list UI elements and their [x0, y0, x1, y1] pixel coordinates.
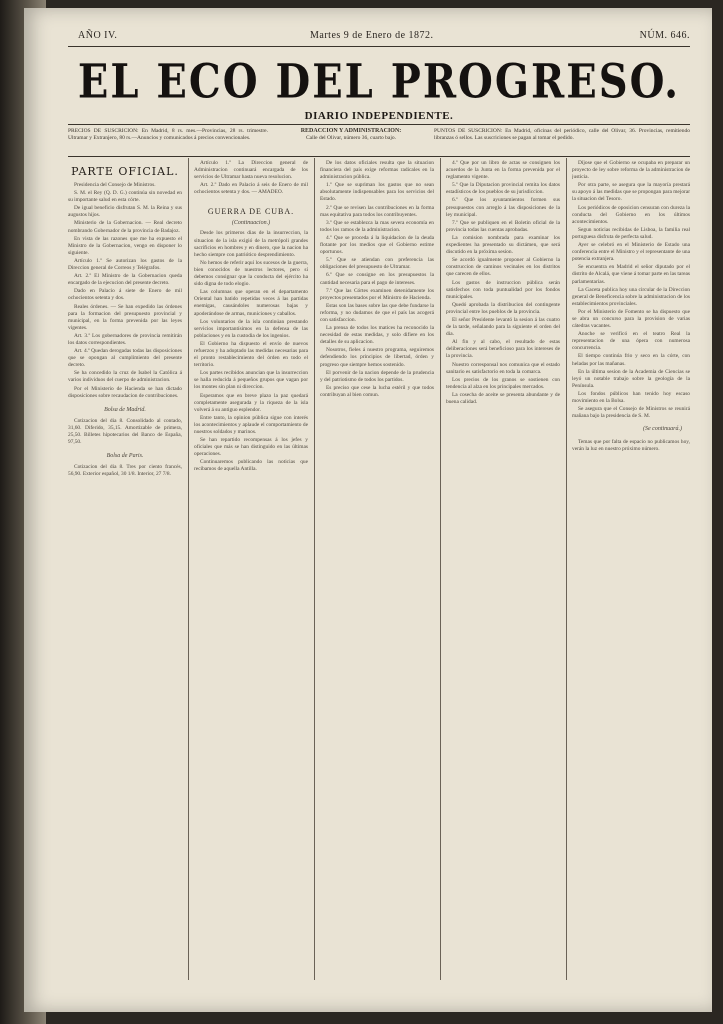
column-1	[68, 160, 182, 980]
newspaper-subtitle: DIARIO INDEPENDIENTE.	[304, 110, 454, 122]
info-office-address: Calle del Olivar, número 36, cuarto bajo.	[305, 135, 397, 141]
col4-paragraph: 7.º Que se publiquen en el Boletin oficial de la provincia todas las cuentas aprobadas.	[446, 219, 560, 233]
col3-paragraph: 6.º Que se consigne en los presupuestos la cantidad necesaria para el pago de intereses.	[320, 272, 434, 286]
newspaper-page	[24, 8, 712, 1012]
col5-paragraph: La Gaceta publica hoy una circular de la Direccion general de Beneficencia sobre la administracion de los establecimientos provinciales.	[572, 286, 690, 307]
col1-paragraph: Art. 4.º Quedan derogadas todas las disposiciones que se opongan al cumplimiento del presente decreto.	[68, 348, 182, 369]
info-rule	[68, 156, 690, 157]
section-text: Cotizacion del dia 8. Consolidado al contado, 31,60. Diferido, 35,15. Amortizable de primera, 25,50. Billetes hipotecarios del Banco de España, 97,50.	[68, 417, 182, 445]
date-label: Martes 9 de Enero de 1872.	[310, 30, 434, 41]
col5-paragraph: Ayer se celebró en el Ministerio de Estado una conferencia entre el Ministro y el representante de una potencia extranjera.	[572, 242, 690, 263]
col4-paragraph: 5.º Que la Diputacion provincial remita los datos estadísticos de los pueblos de su jurisdiccion.	[446, 182, 560, 196]
col5-paragraph: Se encuentra en Madrid el señor diputado por el distrito de Alcalá, que viene á tomar parte en las tareas parlamentarias.	[572, 264, 690, 285]
year-label: AÑO IV.	[78, 30, 118, 41]
col1-paragraph: Se ha concedido la cruz de Isabel la Católica á varios individuos del cuerpo de administracion.	[68, 370, 182, 384]
col1-paragraph: S. M. el Rey (Q. D. G.) continúa sin novedad en su importante salud en esta córte.	[68, 190, 182, 204]
top-rule	[68, 46, 690, 47]
col1-paragraph: Reales órdenes. — Se han expedido las órdenes para la formacion del presupuesto provincial y municipal, en la forma prevenida por las leyes vigentes.	[68, 303, 182, 331]
col4-paragraph: El señor Presidente levantó la sesion á las cuatro de la tarde, señalando para la siguiente el orden del dia.	[446, 316, 560, 338]
section-title: Bolsa de Paris.	[106, 453, 144, 460]
col5-paragraph: Por otra parte, se asegura que la mayoría prestará su apoyo á las medidas que se propongan para mejorar la situacion del Tesoro.	[572, 182, 690, 203]
col2-paragraph: Esperamos que en breve plazo la paz quedará completamente asegurada y la riqueza de la isla volverá á su antiguo esplendor.	[194, 392, 308, 413]
col5-paragraph: En la última sesion de la Academia de Ciencias se leyó un notable trabajo sobre la geología de la Península.	[572, 368, 690, 389]
col2-paragraph: Los voluntarios de la isla continúan prestando servicios importantísimos en la defensa de las poblaciones y en la custodia de los ingenios.	[194, 318, 308, 339]
col1-paragraph: En vista de las razones que me ha expuesto el Ministro de la Gobernacion, vengo en disponer lo siguiente.	[68, 235, 182, 256]
continuacion-subheading: (Continuacion.)	[231, 220, 271, 227]
col5-paragraph: Se asegura que el Consejo de Ministros se reunirá mañana bajo la presidencia de S. M.	[572, 406, 690, 420]
col2-paragraph: Los partes recibidos anuncian que la insurreccion se halla reducida á pequeños grupos que vagan por los montes sin plan ni direccion.	[194, 370, 308, 391]
col3-paragraph: 2.º Que se revisen las contribuciones en la forma mas equitativa para todos los contribuyentes.	[320, 204, 434, 218]
col4-paragraph: 6.º Que los ayuntamientos formen sus presupuestos con arreglo á las disposiciones de la ley municipal.	[446, 197, 560, 218]
col4-paragraph: Quedó aprobada la distribucion del contingente provincial entre los pueblos de la provincia.	[446, 301, 560, 315]
col4-paragraph: Se acordó igualmente proponer al Gobierno la construccion de caminos vecinales en los distritos que carecen de ellos.	[446, 257, 560, 278]
section-text: Cotizacion del dia 8. Tres por ciento francés, 56,90. Exterior español, 30 1/8. Interior, 27 7/8.	[68, 464, 182, 478]
column-2	[194, 160, 308, 980]
col3-paragraph: 4.º Que se proceda á la liquidacion de la deuda flotante por los medios que el Gobierno estime oportunos.	[320, 234, 434, 256]
col2-paragraph: No hemos de referir aquí los sucesos de la guerra, bien conocidos de nuestros lectores, pero sí debemos consignar que la conducta del ejército ha sido digna de todo elogio.	[194, 259, 308, 288]
col1-paragraph: Artículo 1.º Se autorizan los gastos de la Direccion general de Correos y Telégrafos.	[68, 257, 182, 272]
col4-paragraph: Los precios de los granos se sostienen con tendencia al alza en los principales mercados.	[446, 376, 560, 390]
col2-paragraph: Artículo 1.º La Direccion general de Administracion continuará encargada de los servicios de Ultramar hasta nueva resolucion.	[194, 160, 308, 181]
col3-paragraph: Estas son las bases sobre las que debe fundarse la reforma, y no dudamos de que el país las acogerá con satisfaccion.	[320, 302, 434, 323]
col2-paragraph: Las columnas que operan en el departamento Oriental han batido repetidas veces á las partidas enemigas, causándoles numerosas bajas y apoderándose de armas, municiones y caballos.	[194, 289, 308, 317]
info-prices: PRECIOS DE SUSCRICION: En Madrid, 8 rs. mes.—Provincias, 28 rs. trimestre. Ultramar y Extranjero, 80 rs.—Anuncios y comunicados á precios convencionales.	[68, 128, 268, 141]
col1-paragraph: Dado en Palacio á siete de Enero de mil ochocientos setenta y dos.	[68, 288, 182, 302]
col1-paragraph: Art. 3.º Los gobernadores de provincia remitirán los datos correspondientes.	[68, 332, 182, 346]
column-divider	[566, 158, 567, 980]
col3-paragraph: Nosotros, fieles á nuestro programa, seguiremos defendiendo los principios de libertad, órden y progreso que siempre hemos sostenido.	[320, 347, 434, 368]
col1-paragraph: Ministerio de la Gobernacion. — Real decreto nombrando Gobernador de la provincia de Badajoz.	[68, 220, 182, 234]
subtitle-rule	[68, 124, 690, 125]
column-4	[446, 160, 560, 980]
info-office-heading: REDACCION Y ADMINISTRACION:	[300, 128, 402, 134]
col2-paragraph: Art. 2.º Dado en Palacio á seis de Enero de mil ochocientos setenta y dos. — AMADEO.	[194, 182, 308, 196]
col4-paragraph: La cosecha de aceite se presenta abundante y de buena calidad.	[446, 391, 560, 405]
col5-paragraph: Por el Ministerio de Fomento se ha dispuesto que se abra un concurso para la provision de varias cátedras vacantes.	[572, 308, 690, 330]
col1-paragraph: De igual beneficio disfrutan S. M. la Reina y sus augustos hijos.	[68, 205, 182, 219]
column-divider	[188, 158, 189, 980]
col3-paragraph: 5.º Que se atiendan con preferencia las obligaciones del presupuesto de Ultramar.	[320, 257, 434, 271]
col5-paragraph: Los fondos públicos han tenido hoy escaso movimiento en la Bolsa.	[572, 390, 690, 404]
col4-paragraph: Los gastos de instruccion pública serán satisfechos con toda puntualidad por los fondos municipales.	[446, 279, 560, 300]
col3-paragraph: La prensa de todos los matices ha reconocido la necesidad de estas medidas, y solo difiere en los detalles de su aplicacion.	[320, 325, 434, 346]
col1-paragraph: Presidencia del Consejo de Ministros.	[74, 182, 156, 188]
continuation-note: (Se continuará.)	[643, 426, 682, 433]
col2-paragraph: Continuaremos publicando las noticias que recibamos de aquella Antilla.	[194, 459, 308, 473]
column-divider	[440, 158, 441, 980]
col4-paragraph: 4.º Que por un libro de actas se consignen los acuerdos de la Junta en la forma prevenida por el reglamento vigente.	[446, 160, 560, 181]
masthead-line	[70, 30, 690, 46]
guerra-de-cuba-heading: GUERRA DE CUBA.	[207, 207, 295, 217]
col3-paragraph: El porvenir de la nacion depende de la prudencia y del patriotismo de todos los partidos.	[320, 369, 434, 383]
col1-paragraph: Art. 2.º El Ministro de la Gobernacion queda encargado de la ejecucion del presente decreto.	[68, 273, 182, 287]
col2-paragraph: Desde los primeros dias de la insurreccion, la situacion de la isla exigió de la metrópoli grandes sacrificios en hombres y en dinero, que la nacion ha hecho siempre con patriótico desprendimiento.	[194, 230, 308, 258]
col3-paragraph: De los datos oficiales resulta que la situacion financiera del país exige reformas radicales en la administracion pública.	[320, 160, 434, 181]
col5-paragraph: El tiempo continúa frio y seco en la córte, con heladas por las mañanas.	[572, 353, 690, 367]
col5-paragraph: Díjose que el Gobierno se ocupaba en preparar un proyecto de ley sobre reforma de la administracion de justicia.	[572, 160, 690, 181]
info-office	[276, 128, 426, 156]
col1-paragraph: Por el Ministerio de Hacienda se han dictado disposiciones sobre recaudacion de contribuciones.	[68, 385, 182, 399]
col2-paragraph: El Gobierno ha dispuesto el envío de nuevos refuerzos y ha adoptado las medidas necesarias para el pronto restablecimiento del órden en todo el territorio.	[194, 340, 308, 369]
info-points: PUNTOS DE SUSCRICION: En Madrid, oficinas del periódico, calle del Olivar, 36. Provincias, remitiendo libranzas ó sellos. Las suscriciones se pagan al tomar el pedido.	[434, 128, 690, 141]
col4-paragraph: La comision nombrada para examinar los expedientes ha presentado su dictámen, que será discutido en la próxima sesion.	[446, 234, 560, 256]
parte-oficial-heading: PARTE OFICIAL.	[71, 165, 179, 178]
column-5	[572, 160, 690, 980]
column-3	[320, 160, 434, 980]
col2-paragraph: Se han repartido recompensas á los jefes y oficiales que más se han distinguido en las últimas operaciones.	[194, 437, 308, 458]
col3-paragraph: 1.º Que se supriman los gastos que no sean absolutamente indispensables para los servicios del Estado.	[320, 182, 434, 203]
col3-paragraph: 7.º Que las Córtes examinen detenidamente los proyectos presentados por el Ministro de Hacienda.	[320, 287, 434, 301]
closing-note: Temas que por falta de espacio no publicamos hoy, verán la luz en nuestro próximo número.	[572, 439, 690, 453]
col5-paragraph: Los periódicos de oposicion censuran con dureza la conducta del Gobierno en los últimos acontecimientos.	[572, 204, 690, 225]
col3-paragraph: 3.º Que se establezca la mas severa economía en todos los ramos de la administracion.	[320, 219, 434, 233]
col5-paragraph: Segun noticias recibidas de Lisboa, la familia real portuguesa disfruta de perfecta salud.	[572, 226, 690, 240]
col2-paragraph: Entre tanto, la opinion pública sigue con interés los acontecimientos y aplaude el comportamiento de nuestros soldados y marinos.	[194, 414, 308, 435]
col4-paragraph: Al fin y al cabo, el resultado de estas deliberaciones será beneficioso para los intereses de la provincia.	[446, 339, 560, 360]
col3-paragraph: Es preciso que cese la lucha estéril y que todos contribuyan al bien comun.	[320, 384, 434, 398]
newspaper-title: EL ECO DEL PROGRESO.	[77, 54, 681, 110]
column-divider	[314, 158, 315, 980]
section-title: Bolsa de Madrid.	[104, 406, 146, 413]
col5-paragraph: Anoche se verificó en el teatro Real la representacion de una ópera con numerosa concurrencia.	[572, 331, 690, 352]
issue-number: NÚM. 646.	[639, 30, 690, 41]
col4-paragraph: Nuestro corresponsal nos comunica que el estado sanitario es satisfactorio en toda la comarca.	[446, 361, 560, 375]
